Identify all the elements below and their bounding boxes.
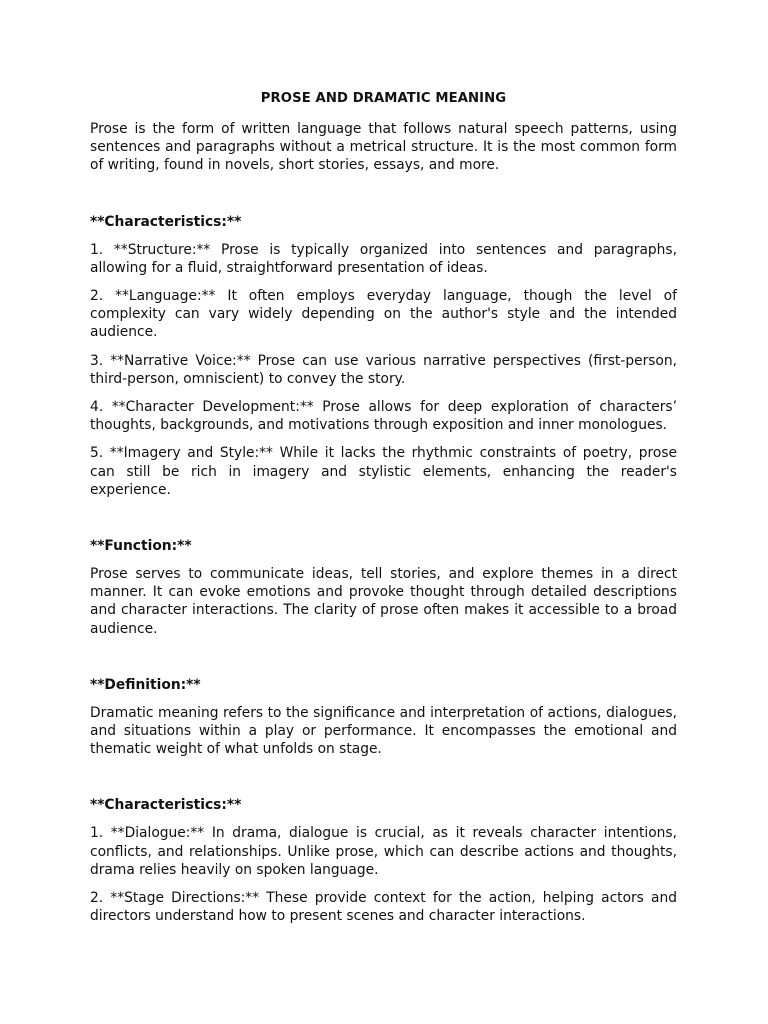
prose-characteristic-item: 5. **Imagery and Style:** While it lacks the rhythmic constraints of poetry, prose can still be rich in imagery and stylistic elements, enhancing the reader's experience.	[90, 445, 677, 498]
prose-function-paragraph: Prose serves to communicate ideas, tell stories, and explore themes in a direct manner. It can evoke emotions and provoke thought through detailed descriptions and character interactions. The clarity of prose often makes it accessible to a broad audience.	[90, 566, 677, 637]
intro-paragraph: Prose is the form of written language that follows natural speech patterns, using sentences and paragraphs without a metrical structure. It is the most common form of writing, found in novels, short stories, essays, and more.	[90, 121, 677, 174]
dramatic-characteristics-heading: **Characteristics:**	[90, 797, 242, 814]
document-title: PROSE AND DRAMATIC MEANING	[260, 91, 507, 106]
prose-characteristic-item: 4. **Character Development:** Prose allows for deep exploration of characters’ thoughts, backgrounds, and motivations through exposition and inner monologues.	[90, 399, 677, 434]
prose-characteristic-item: 1. **Structure:** Prose is typically organized into sentences and paragraphs, allowing for a fluid, straightforward presentation of ideas.	[90, 241, 677, 276]
document-page	[90, 90, 677, 925]
dramatic-definition-paragraph: Dramatic meaning refers to the significance and interpretation of actions, dialogues, and situations within a play or performance. It encompasses the emotional and thematic weight of what unfolds on stage.	[90, 704, 677, 758]
prose-function-heading: **Function:**	[90, 538, 192, 555]
dramatic-definition-heading: **Definition:**	[90, 676, 201, 693]
prose-characteristics-heading: **Characteristics:**	[90, 213, 242, 230]
dramatic-characteristic-item: 2. **Stage Directions:** These provide context for the action, helping actors and directors understand how to present scenes and character interactions.	[90, 890, 677, 925]
prose-characteristic-item: 2. **Language:** It often employs everyday language, though the level of complexity can vary widely depending on the author's style and the intended audience.	[90, 288, 677, 341]
prose-characteristic-item: 3. **Narrative Voice:** Prose can use various narrative perspectives (first-person, third-person, omniscient) to convey the story.	[90, 352, 677, 387]
dramatic-characteristic-item: 1. **Dialogue:** In drama, dialogue is crucial, as it reveals character intentions, conflicts, and relationships. Unlike prose, which can describe actions and thoughts, drama relies heavily on spoken language.	[90, 825, 677, 878]
